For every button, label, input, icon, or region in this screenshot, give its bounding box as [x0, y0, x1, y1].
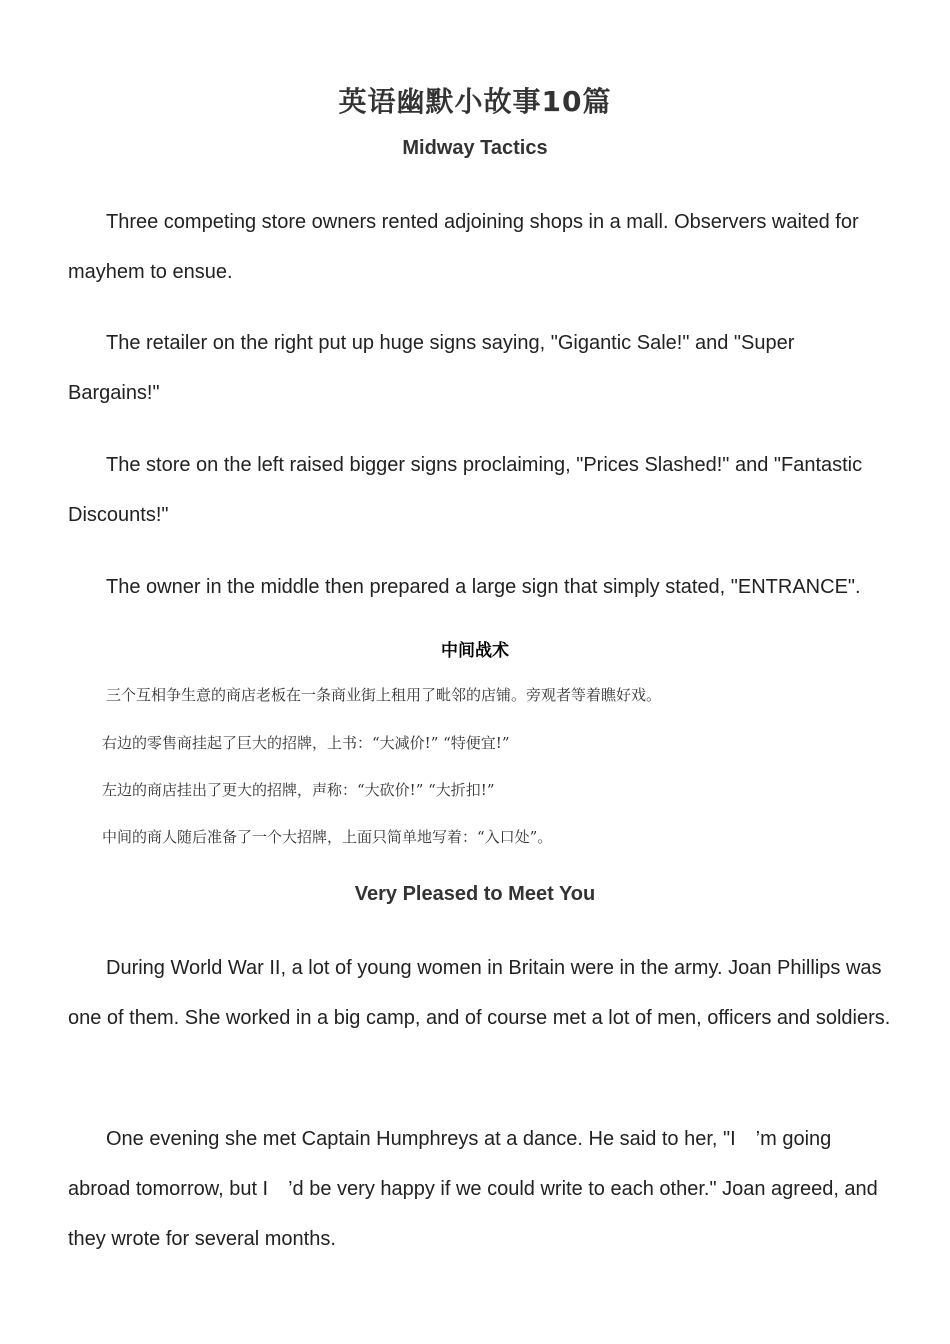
story1-paragraph-2: The retailer on the right put up huge signs saying, "Gigantic Sale!" and "Super Bargains!"	[68, 332, 795, 404]
story2-paragraph-1: During World War II, a lot of young women in Britain were in the army. Joan Phillips was one of them. She worked in a big camp, and of course met a lot of men, officers and soldiers.	[68, 957, 891, 1029]
story-heading-midway-tactics: Midway Tactics	[402, 137, 548, 159]
page-title: 英语幽默小故事10篇	[338, 85, 612, 118]
story1-paragraph-1: Three competing store owners rented adjoining shops in a mall. Observers waited for mayhem to ensue.	[68, 211, 859, 283]
translation-line-2: 右边的零售商挂起了巨大的招牌，上书：“大减价!” “特便宜!”	[102, 734, 510, 752]
translation-line-1: 三个互相争生意的商店老板在一条商业街上租用了毗邻的店铺。旁观者等着瞧好戏。	[106, 686, 662, 704]
translation-line-4: 中间的商人随后准备了一个大招牌，上面只简单地写着：“入口处”。	[102, 828, 553, 846]
story-heading-very-pleased: Very Pleased to Meet You	[354, 883, 596, 905]
story1-paragraph-4: The owner in the middle then prepared a large sign that simply stated, "ENTRANCE".	[106, 576, 861, 598]
story2-paragraph-2: One evening she met Captain Humphreys at a dance. He said to her, "I ’m going abroad tomorrow, but I ’d be very happy if we could write to each other." Joan agreed, and they wrote for several months.	[68, 1128, 878, 1250]
translation-heading: 中间战术	[441, 641, 509, 661]
story1-paragraph-3: The store on the left raised bigger signs proclaiming, "Prices Slashed!" and "Fantastic Discounts!"	[68, 454, 863, 526]
translation-line-3: 左边的商店挂出了更大的招牌，声称：“大砍价!” “大折扣!”	[102, 781, 495, 799]
